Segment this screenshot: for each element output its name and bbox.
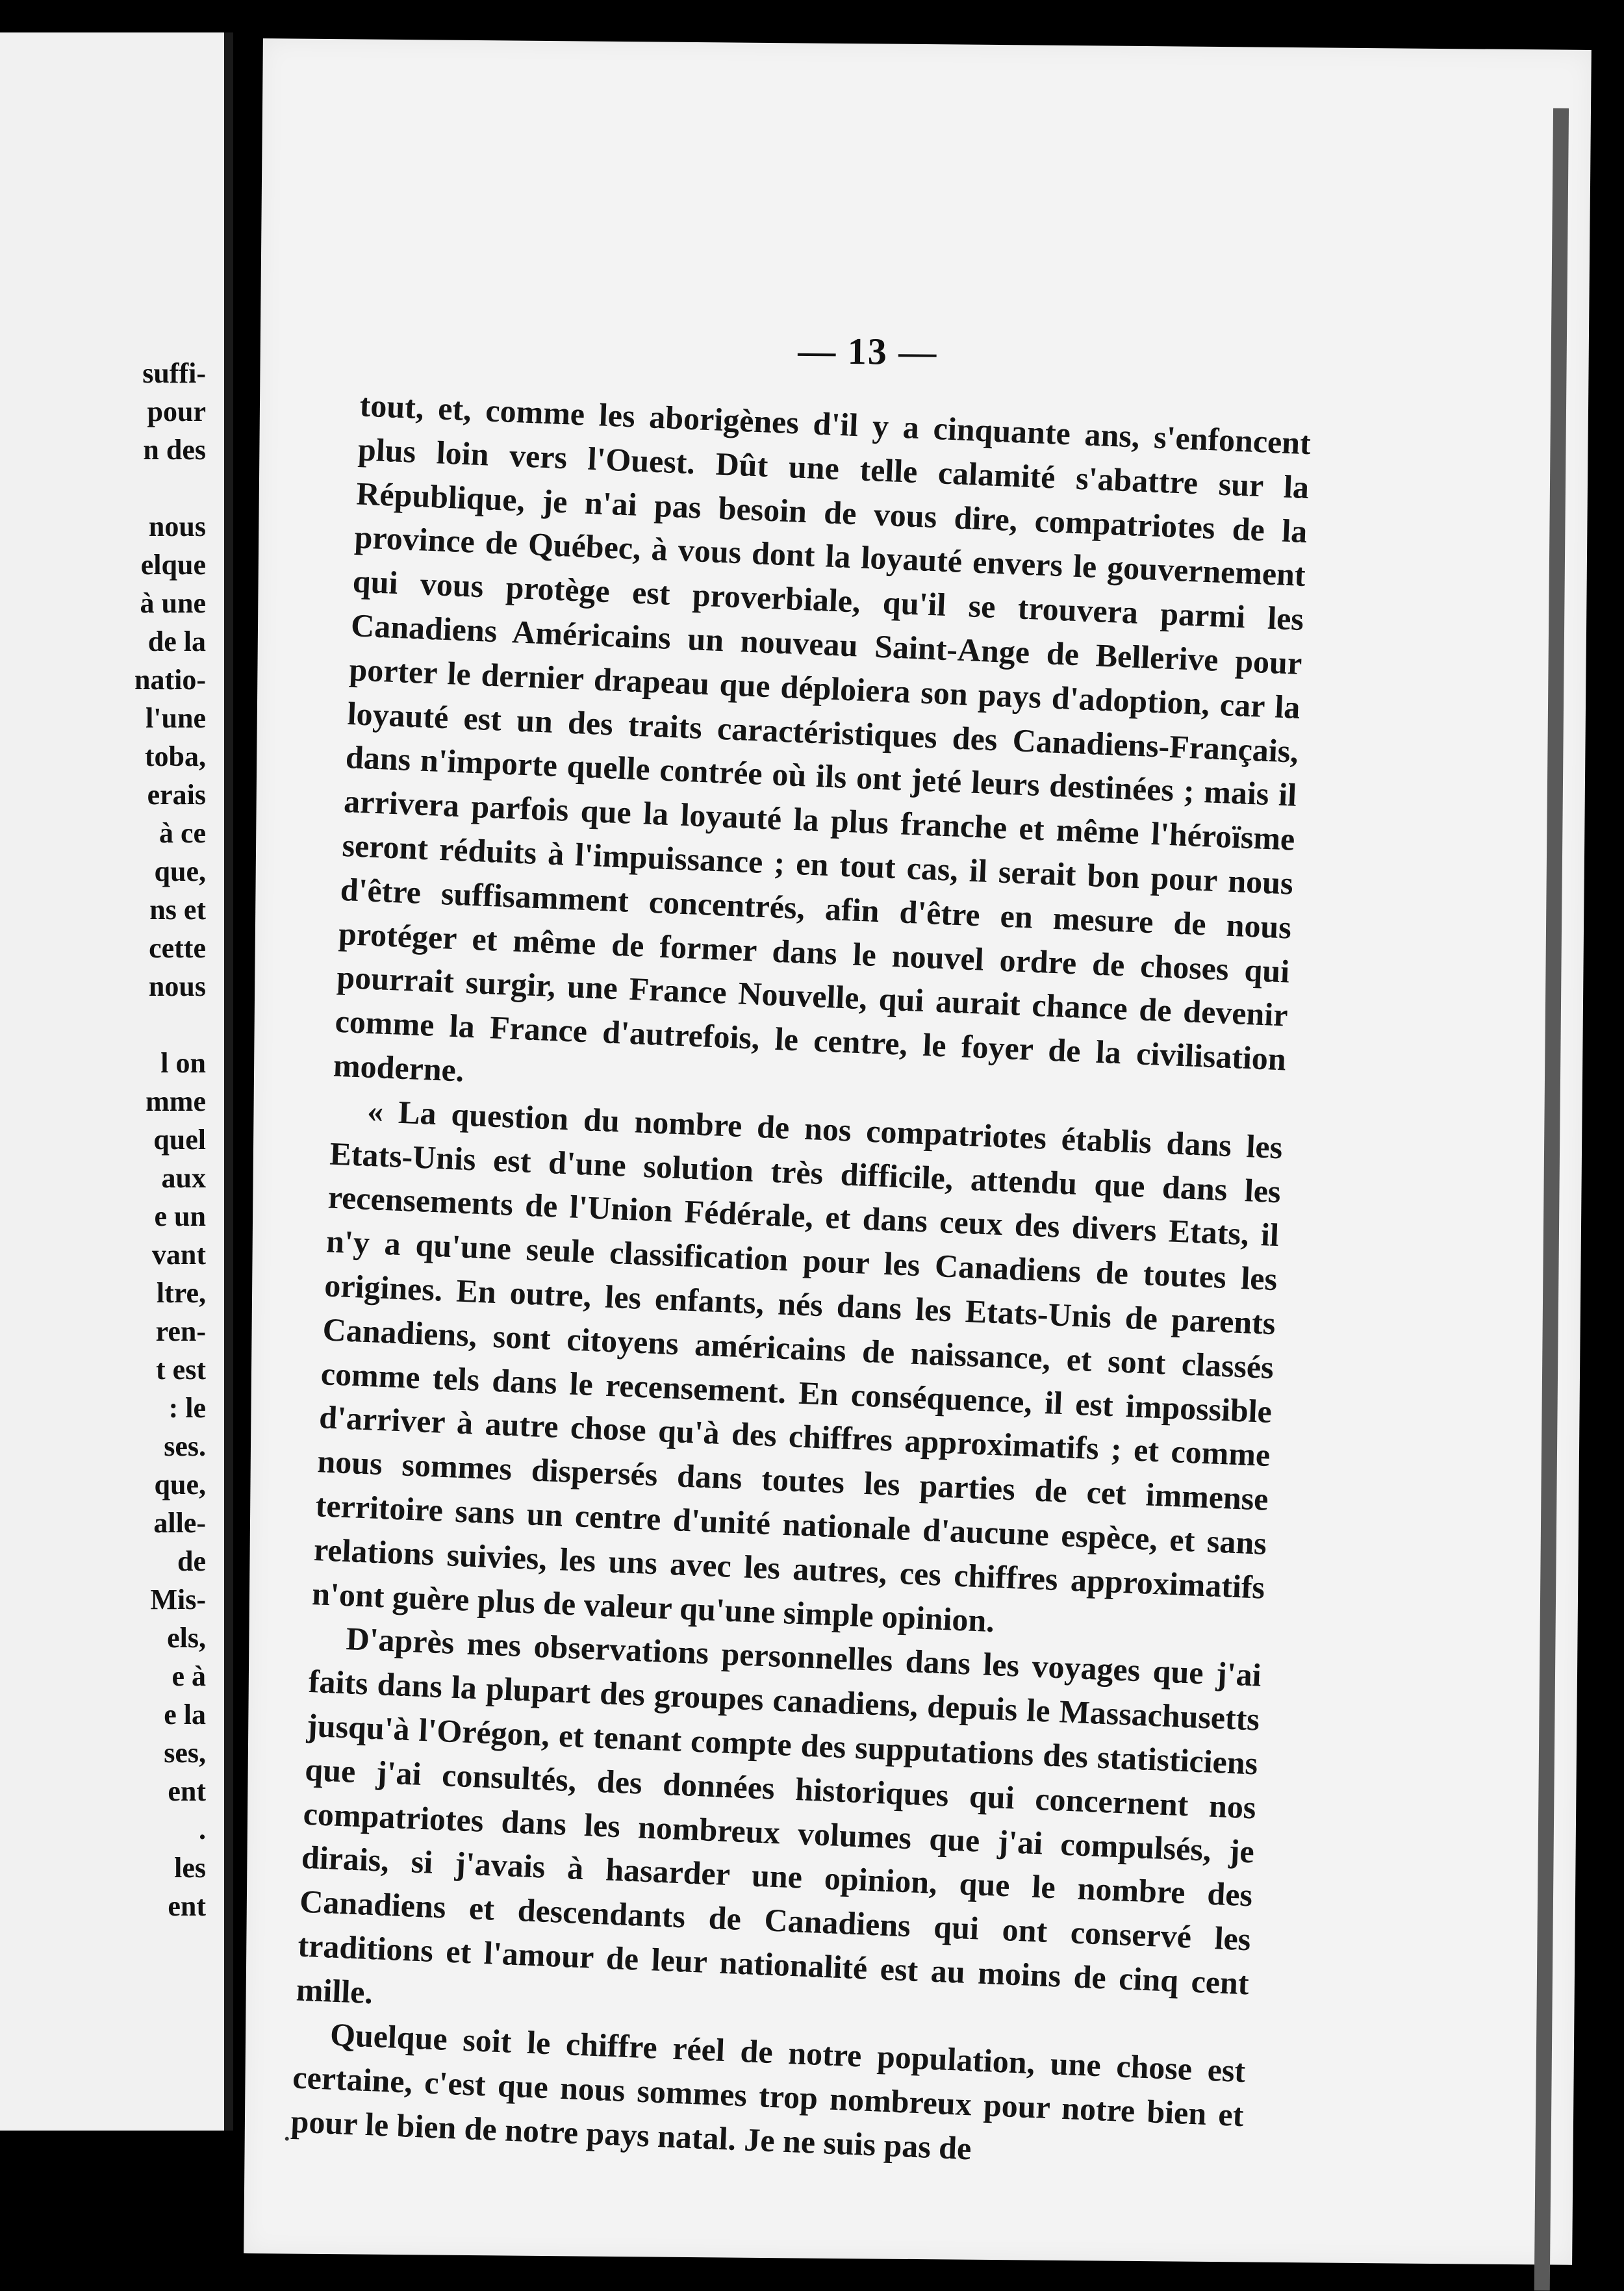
previous-page-line: n des [143,434,206,466]
previous-page-line: à une [140,587,206,619]
previous-page-line: ses. [164,1430,206,1462]
previous-page-line: els, [167,1622,206,1654]
previous-page-line: toba, [144,740,206,772]
previous-page-line: pour [147,396,206,427]
page-edge [1534,108,1569,2290]
previous-page-line: Mis- [150,1584,206,1615]
paragraph: « La question du nombre de nos compatriotes établis dans les Etats-Unis est d'une solution très difficile, attendu que dans les recensements de l'Union Fédérale, et dans ceux des divers Etats, il n'y a qu'une seule classification pour les Canadiens de toutes les origines. En outre, les enfants, nés dans les Etats-Unis de parents Canadiens, sont citoyens américains de naissance, et sont classés comme tels dans le recensement. En conséquence, il est impossible d'arriver à autre chose qu'à des chiffres approximatifs ; et comme nous sommes dispersés dans toutes les parties de cet immense territoire sans un centre d'unité nationale d'aucune espèce, et sans relations suivies, les uns avec les autres, ces chiffres approximatifs n'ont guère plus de valeur qu'une simple opinion. [311,1092,1284,1639]
previous-page-line: vant [151,1239,206,1271]
paper-speck [285,2137,289,2141]
previous-page-line: l on [160,1047,206,1079]
document-page [244,38,1592,2265]
previous-page-line: suffi- [142,357,206,389]
previous-page-line: natio- [134,664,206,696]
previous-page-line: e la [164,1699,206,1730]
previous-page-line: quel [153,1124,206,1156]
page-number: — 13 — [797,329,938,373]
previous-page-line: que, [154,855,206,887]
previous-page-line: t est [156,1354,206,1386]
line-gap [76,469,206,507]
paragraph: Quelque soit le chiffre réel de notre population, une chose est certaine, c'est que nous sommes trop nombreux pour notre bien et pour le bien de notre pays natal. Je ne suis pas de [290,2016,1247,2167]
previous-page-line: ent [168,1775,206,1807]
previous-page-line: l'une [146,702,206,734]
previous-page-line: à ce [159,817,206,849]
previous-page-line: de [177,1545,206,1577]
previous-page-line: : le [168,1392,206,1424]
previous-page-line: cette [149,932,206,964]
previous-page-line: nous [148,970,206,1002]
paragraph: D'après mes observations personnelles dans les voyages que j'ai faits dans la plupart des groupes canadiens, depuis le Massachusetts jusqu'à l'Orégon, et tenant compte des supputations des statisticiens que j'ai consultés, des données historiques qui concernent nos compatriotes dans les nombreux volumes que j'ai compulsés, je dirais, si j'avais à hasarder une opinion, que le nombre des Canadiens et descendants de Canadiens qui ont conservé les traditions et l'amour de leur nationalité est au moins de cinq cent mille. [295,1620,1262,2010]
previous-page-line: e un [154,1200,206,1232]
previous-page-line: que, [154,1469,206,1500]
previous-page-line: de la [147,626,206,657]
previous-page-line: aux [161,1162,206,1194]
line-gap [76,1006,206,1044]
previous-page-line: e à [171,1660,206,1692]
previous-page-line: mme [146,1085,206,1117]
previous-page [0,32,233,2131]
previous-page-line: ltre, [156,1277,206,1309]
paragraph: tout, et, comme les aborigènes d'il y a cinquante ans, s'enfoncent plus loin vers l'Ouest. Dût une telle calamité s'abattre sur la République, je n'ai pas besoin de vous dire, compatriotes de la province de Québec, à vous dont la loyauté envers le gouvernement qui vous protège est proverbiale, qu'il se trouvera parmi les Canadiens Américains un nouveau Saint-Ange de Bellerive pour porter le dernier drapeau que déploiera son pays d'adoption, car la loyauté est un des traits caractéristiques des Canadiens-Français, dans n'importe quelle contrée où ils ont jeté leurs destinées ; mais il arrivera parfois que la loyauté la plus franche et même l'héroïsme seront réduits à l'impuissance ; en tout cas, il serait bon pour nous d'être suffisamment concentrés, afin d'être en mesure de nous protéger et même de former dans le nouvel ordre de choses qui pourrait surgir, une France Nouvelle, qui aurait chance de devenir comme la France d'autrefois, le centre, le foyer de la civilisation moderne. [333,386,1312,1089]
body-text [290,383,1312,2181]
previous-page-line: ren- [155,1315,206,1347]
previous-page-line: les [174,1852,206,1884]
previous-page-line: ns et [149,894,206,926]
previous-page-line: ent [168,1890,206,1922]
previous-page-line: ses, [164,1737,206,1769]
previous-page-line: elque [140,549,206,581]
previous-page-text [76,354,206,1925]
previous-page-line: . [199,1814,206,1845]
previous-page-line: nous [148,511,206,542]
previous-page-line: alle- [153,1507,206,1539]
previous-page-line: erais [147,779,206,811]
